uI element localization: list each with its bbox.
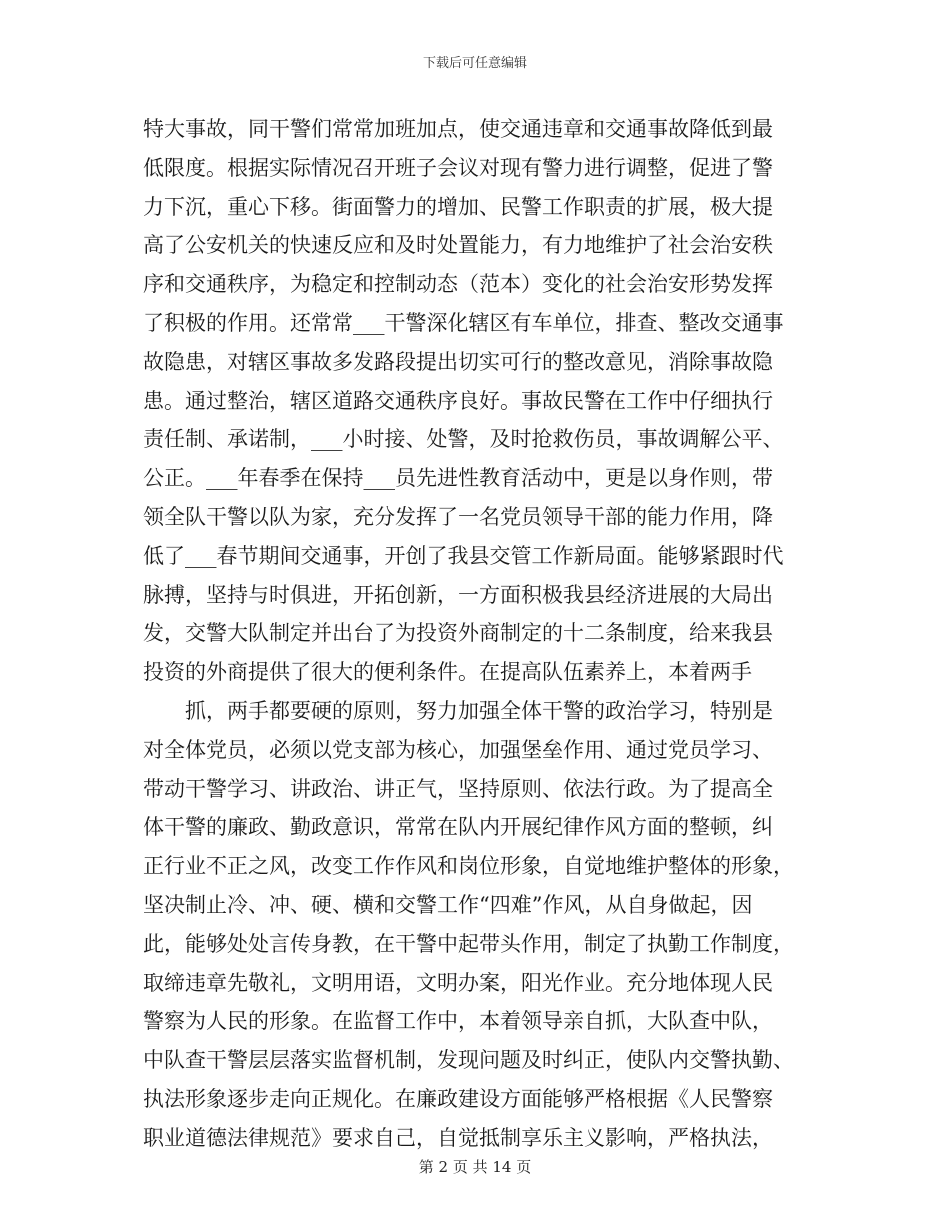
- text-line: 责任制、承诺制，___小时接、处警，及时抢救伤员，事故调解公平、: [143, 427, 784, 452]
- text-line: 高了公安机关的快速反应和及时处置能力，有力地维护了社会治安秩: [143, 233, 773, 258]
- page-footer: 第 2 页 共 14 页: [418, 1158, 532, 1176]
- text-line: 职业道德法律规范》要求自己，自觉抵制享乐主义影响，严格执法，: [143, 1125, 773, 1150]
- text-line: 特大事故，同干警们常常加班加点，使交通违章和交通事故降低到最: [143, 117, 773, 141]
- text-line: 投资的外商提供了很大的便利条件。在提高队伍素养上，本着两手: [143, 660, 752, 685]
- document-body: [143, 110, 803, 1158]
- text-line: 低了___春节期间交通事，开创了我县交管工作新局面。能够紧跟时代: [143, 543, 784, 568]
- text-line: 领全队干警以队为家，充分发挥了一名党员领导干部的能力作用，降: [143, 504, 773, 529]
- text-line: 患。通过整治，辖区道路交通秩序良好。事故民警在工作中仔细执行: [143, 388, 773, 413]
- text-line: 对全体党员，必须以党支部为核心，加强堡垒作用、通过党员学习、: [143, 737, 773, 762]
- text-line: 序和交通秩序，为稳定和控制动态（范本）变化的社会治安形势发挥: [143, 272, 773, 297]
- text-line: 力下沉，重心下移。街面警力的增加、民警工作职责的扩展，极大提: [143, 194, 773, 219]
- text-line: 坚决制止冷、冲、硬、横和交警工作“四难”作风，从自身做起，因: [143, 892, 753, 917]
- text-line: 执法形象逐步走向正规化。在廉政建设方面能够严格根据《人民警察: [143, 1086, 773, 1111]
- text-line: 发，交警大队制定并出台了为投资外商制定的十二条制度，给来我县: [143, 621, 773, 646]
- text-line: 体干警的廉政、勤政意识，常常在队内开展纪律作风方面的整顿，纠: [143, 815, 773, 840]
- text-line: 此，能够处处言传身教，在干警中起带头作用，制定了执勤工作制度，: [143, 931, 794, 956]
- page-header: 下载后可任意编辑: [422, 56, 527, 71]
- text-line: 取缔违章先敬礼，文明用语，文明办案，阳光作业。充分地体现人民: [143, 970, 773, 995]
- text-line: 故隐患，对辖区事故多发路段提出切实可行的整改意见，消除事故隐: [143, 349, 773, 374]
- text-line: 中队查干警层层落实监督机制，发现问题及时纠正，使队内交警执勤、: [143, 1048, 794, 1073]
- text-line: 低限度。根据实际情况召开班子会议对现有警力进行调整，促进了警: [143, 155, 773, 180]
- paragraph-start-line: 抓，两手都要硬的原则，努力加强全体干警的政治学习，特别是: [185, 698, 773, 723]
- text-line: 带动干警学习、讲政治、讲正气，坚持原则、依法行政。为了提高全: [143, 776, 773, 801]
- text-line: 了积极的作用。还常常___干警深化辖区有车单位，排查、整改交通事: [143, 310, 784, 335]
- text-line: 脉搏，坚持与时俱进，开拓创新，一方面积极我县经济进展的大局出: [143, 582, 773, 607]
- text-line: 公正。___年春季在保持___员先进性教育活动中，更是以身作则，带: [143, 466, 773, 491]
- text-line: 警察为人民的形象。在监督工作中，本着领导亲自抓，大队查中队，: [143, 1009, 773, 1034]
- text-line: 正行业不正之风，改变工作作风和岗位形象，自觉地维护整体的形象，: [143, 854, 794, 879]
